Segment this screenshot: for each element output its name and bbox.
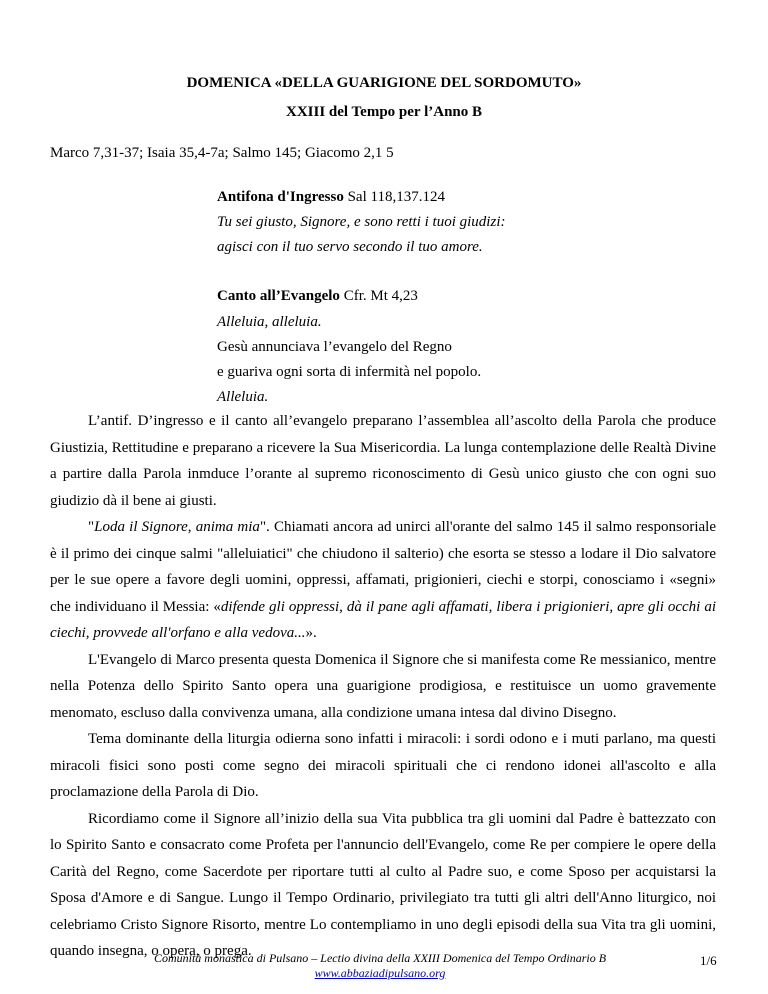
antifona-heading-label: Antifona d'Ingresso	[217, 189, 344, 205]
canto-heading	[217, 288, 418, 305]
body-text	[50, 408, 716, 965]
canto-heading-ref: Cfr. Mt 4,23	[339, 288, 418, 304]
antifona-line: Tu sei giusto, Signore, e sono retti i tuoi giudizi:	[217, 214, 506, 230]
canto-heading-label: Canto all’Evangelo	[217, 288, 340, 304]
paragraph: Ricordiamo come il Signore all’inizio della sua Vita pubblica tra gli uomini dal Padre è battezzato con lo Spirito Santo e consacrato come Profeta per l'annuncio dell'Evangelo, come Re per compiere le opere della Carità del Regno, come Sacerdote per riportare tutti al culto al Padre suo, e come Sposo per acquistarsi la Sposa d'Amore e di Sangue. Lungo il Tempo Ordinario, privilegiato tra tutti gli altri dell'Anno liturgico, noi celebriamo Cristo Signore Risorto, mentre Lo contempliamo in uno degli episodi della sua Vita tra gli uomini, quando insegna, o opera, o prega.	[50, 810, 716, 959]
page-number: 1/6	[700, 953, 717, 968]
paragraph: "Loda il Signore, anima mia". Chiamati ancora ad unirci all'orante del salmo 145 il salmo responsoriale è il primo dei cinque salmi "alleluiatici" che chiudono il salterio) che esorta se stesso a lodare il Dio salvatore per le sue opere a favore degli uomini, oppressi, affamati, prigionieri, ciechi e storpi, conosciamo i «segni» che individuano il Messia: «difende gli oppressi, dà il pane agli affamati, libera i prigionieri, apre gli occhi ai ciechi, provvede all'orfano e alla vedova...».	[50, 519, 716, 641]
paragraph: L’antif. D’ingresso e il canto all’evangelo preparano l’assemblea all’ascolto della Parola che produce Giustizia, Rettitudine e preparano a ricevere la Sua Misericordia. La lunga contemplazione delle Realtà Divine a partire dalla Parola inmduce l’orante al supremo riconoscimento di Gesù unico giusto che con ogni suo giudizio dà il bene ai giusti.	[50, 413, 716, 509]
canto-line: e guariva ogni sorta di infermità nel popolo.	[217, 364, 482, 380]
document-subtitle: XXIII del Tempo per l’Anno B	[285, 104, 483, 120]
antifona-line: agisci con il tuo servo secondo il tuo amore.	[217, 239, 483, 255]
paragraph: Tema dominante della liturgia odierna sono infatti i miracoli: i sordi odono e i muti parlano, ma questi miracoli fisici sono posti come segno dei miracoli spirituali che ci rendono idonei all'ascolto e alla proclamazione della Parola di Dio.	[50, 731, 716, 800]
canto-line: Alleluia.	[217, 389, 269, 405]
canto-line: Alleluia, alleluia.	[217, 314, 322, 330]
antifona-heading-ref: Sal 118,137.124	[343, 189, 445, 205]
paragraph: L'Evangelo di Marco presenta questa Domenica il Signore che si manifesta come Re messianico, mentre nella Potenza dello Spirito Santo opera una guarigione prodigiosa, e restituisce un uomo gravemente menomato, escluso dalla convivenza umana, alla condizione umana intesa dal divino Disegno.	[50, 651, 716, 721]
antifona-heading	[217, 189, 445, 206]
canto-line: Gesù annunciava l’evangelo del Regno	[217, 339, 452, 355]
footer-link[interactable]: www.abbaziadipulsano.org	[314, 966, 446, 980]
document-title: DOMENICA «DELLA GUARIGIONE DEL SORDOMUTO»	[186, 75, 582, 91]
footer-text: Comunità monastica di Pulsano – Lectio divina della XXIII Domenica del Tempo Ordinario B	[153, 951, 607, 965]
readings-reference: Marco 7,31-37; Isaia 35,4-7a; Salmo 145; Giacomo 2,1 5	[50, 145, 394, 161]
